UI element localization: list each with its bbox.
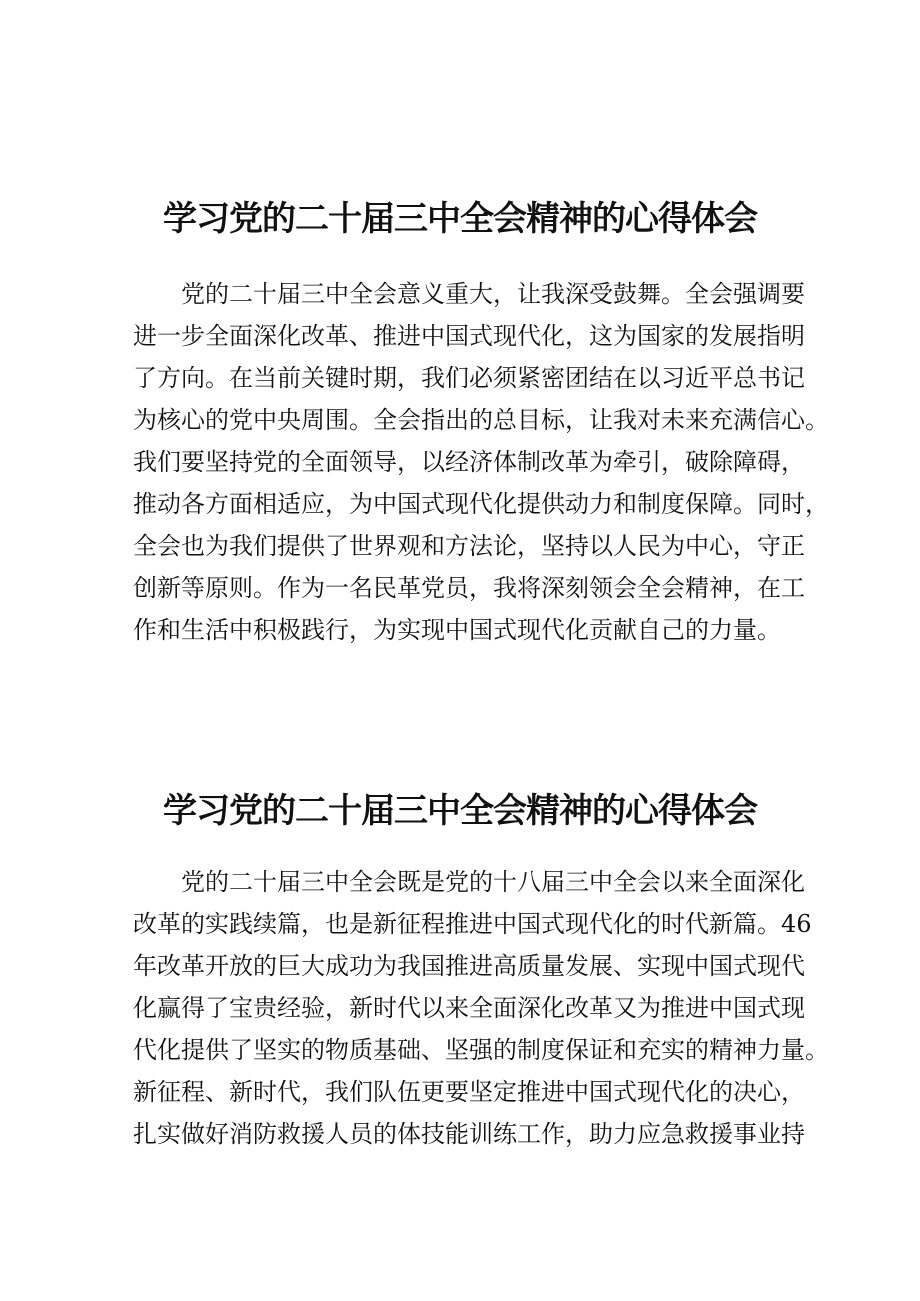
paragraph-line: 创新等原则。作为一名民革党员，我将深刻领会全会精神，在工 (133, 574, 805, 602)
article-2-line (0, 1116, 920, 1152)
paragraph-line: 新征程、新时代，我们队伍更要坚定推进中国式现代化的决心， (133, 1078, 805, 1106)
paragraph-line: 进一步全面深化改革、推进中国式现代化，这为国家的发展指明 (133, 322, 805, 350)
article-1-line (0, 276, 920, 312)
article-1-line (0, 612, 920, 648)
article-2-line (0, 906, 920, 942)
paragraph-line: 全会也为我们提供了世界观和方法论，坚持以人民为中心，守正 (133, 532, 805, 560)
article-2-line (0, 948, 920, 984)
article-2-line (0, 990, 920, 1026)
paragraph-line: 推动各方面相适应，为中国式现代化提供动力和制度保障。同时， (133, 490, 829, 518)
article-1-line (0, 444, 920, 480)
article-1-line (0, 486, 920, 522)
paragraph-line: 为核心的党中央周围。全会指出的总目标，让我对未来充满信心。 (133, 406, 829, 434)
article-1-line (0, 528, 920, 564)
paragraph-line: 党的二十届三中全会既是党的十八届三中全会以来全面深化 (181, 868, 805, 896)
article-1-line (0, 402, 920, 438)
article-2-line (0, 1074, 920, 1110)
paragraph-line: 了方向。在当前关键时期，我们必须紧密团结在以习近平总书记 (133, 364, 805, 392)
article-2-line (0, 1032, 920, 1068)
article-1-title: 学习党的二十届三中全会精神的心得体会 (163, 198, 757, 239)
paragraph-line: 我们要坚持党的全面领导，以经济体制改革为牵引，破除障碍， (133, 448, 805, 476)
article-1-line (0, 360, 920, 396)
paragraph-line: 代化提供了坚实的物质基础、坚强的制度保证和充实的精神力量。 (133, 1036, 829, 1064)
paragraph-line: 年改革开放的巨大成功为我国推进高质量发展、实现中国式现代 (133, 952, 805, 980)
article-1-line (0, 570, 920, 606)
paragraph-line: 扎实做好消防救援人员的体技能训练工作，助力应急救援事业持 (133, 1120, 805, 1148)
paragraph-line: 化赢得了宝贵经验，新时代以来全面深化改革又为推进中国式现 (133, 994, 805, 1022)
article-2-title: 学习党的二十届三中全会精神的心得体会 (163, 790, 757, 831)
paragraph-line: 党的二十届三中全会意义重大，让我深受鼓舞。全会强调要 (181, 280, 805, 308)
article-2-line (0, 864, 920, 900)
article-1-line (0, 318, 920, 354)
paragraph-line: 作和生活中积极践行，为实现中国式现代化贡献自己的力量。 (133, 616, 781, 644)
paragraph-line: 改革的实践续篇，也是新征程推进中国式现代化的时代新篇。46 (133, 910, 812, 938)
